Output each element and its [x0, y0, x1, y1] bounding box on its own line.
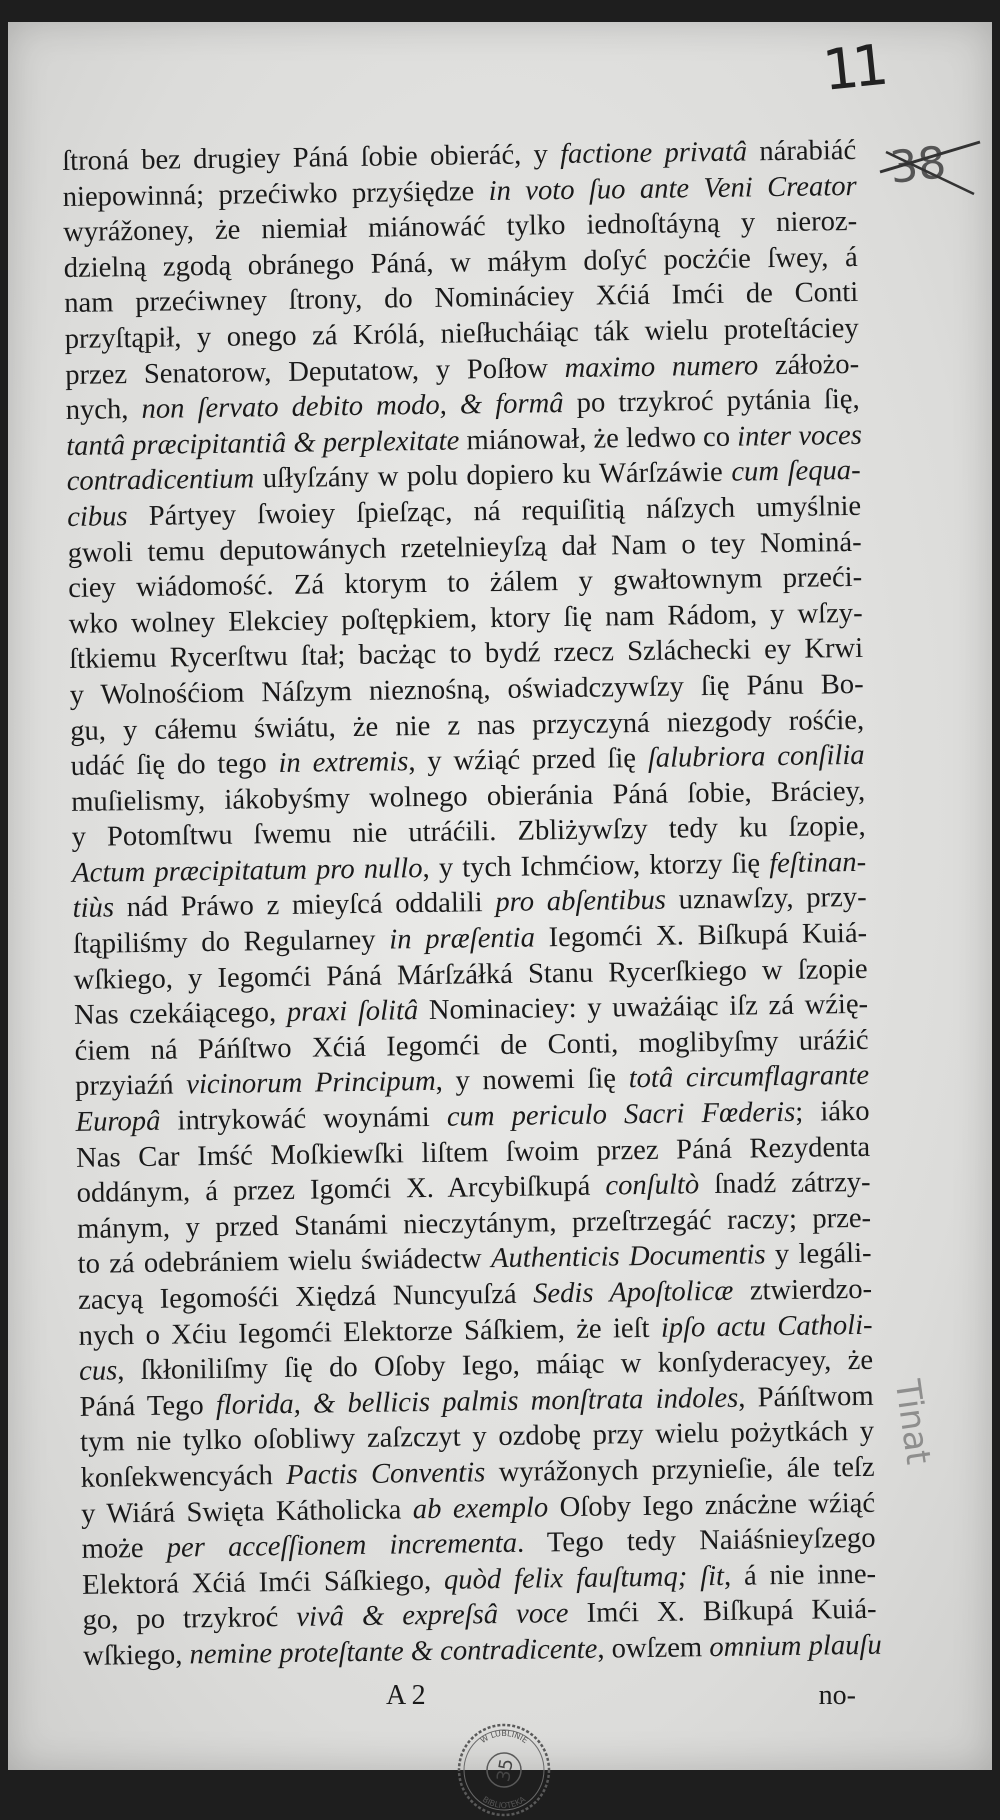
body-text: [62, 133, 882, 1674]
italic-run: vivâ & expreſsâ voce: [296, 1598, 569, 1634]
text-run: gwoli temu deputowánych rzetelnieyſzą dał Nam o tey Nominá-: [67, 526, 862, 569]
text-run: to zá odebrániem wielu świádectw: [77, 1243, 492, 1281]
text-run: miánował, że ledwo co: [459, 421, 738, 457]
signature-mark: A 2: [386, 1680, 426, 1711]
italic-run: conſultò: [605, 1169, 700, 1202]
text-run: ciey wiádomość. Zá ktorym to żálem y gwałtownym przeći-: [67, 561, 863, 605]
text-run: , y wźiąć przed ſię: [408, 742, 649, 778]
text-run: nárabiáć: [746, 134, 857, 168]
text-run: przyiaźń: [74, 1069, 187, 1103]
italic-run: ſalubriora conſilia: [647, 739, 865, 774]
text-run: , á nie inne-: [723, 1558, 877, 1592]
italic-run: tantâ præcipitantiâ & perplexitate: [66, 425, 460, 462]
text-run: ſtkiemu Rycerſtwu ſtał; bacżąc to bydź rzecz Szláchecki ey Krwi: [68, 633, 864, 676]
text-run: Nas czekáiącego,: [73, 997, 288, 1032]
text-run: ſtroná bez drugiey Páná ſobie obieráć, y: [62, 139, 561, 177]
stamp-bottom-text: BIBLIOTEKA: [480, 1794, 528, 1811]
italic-run: quòd felix fauſtumq; ſit: [443, 1560, 725, 1596]
text-run: , y tych Ichmćiow, ktorzy ſię: [422, 848, 770, 884]
italic-run: maximo numero: [564, 349, 759, 384]
text-run: y Wolnośćiom Náſzym nieznośną, oświadczywſzy ſię Pánu Bo-: [69, 668, 864, 711]
italic-run: cibus: [66, 501, 128, 533]
italic-run: per acceſſionem incrementa: [166, 1527, 518, 1564]
text-run: tym nie tylko oſobliwy zaſzczyt y ozdobę przy wielu pożytkách y: [79, 1416, 875, 1459]
text-run: ztwierdzo-: [733, 1273, 873, 1307]
italic-run: florida, & bellicis palmis monſtrata indoles: [215, 1382, 739, 1421]
italic-run: ab exemplo: [412, 1491, 549, 1525]
text-run: Elektorá Xćiá Imći Sáſkiego,: [81, 1564, 445, 1601]
italic-run: in extremis: [278, 746, 409, 780]
italic-run: factione privatâ: [559, 136, 748, 171]
library-stamp: [454, 1720, 554, 1820]
text-run: może: [81, 1532, 167, 1566]
text-run: y legáli-: [765, 1238, 872, 1271]
stamp-number: 35: [493, 1757, 518, 1784]
text-run: nych o Xćiu Iegomći Elektorze Sáſkiem, że ieſt: [78, 1312, 662, 1352]
text-run: Iegomći X. Biſkupá Kuiá-: [534, 917, 868, 954]
text-run: ; iáko: [795, 1095, 870, 1128]
italic-run: praxi ſolitâ: [286, 995, 419, 1029]
text-run: wſkiego, y Iegomći Páná Márſzáłká Stanu Rycerſkiego w ſzopie: [73, 953, 868, 996]
italic-run: Authenticis Documentis: [490, 1239, 766, 1275]
text-run: go, po trzykroć: [82, 1602, 297, 1637]
text-run: záłożo-: [758, 348, 860, 381]
italic-run: Actum præcipitatum pro nullo: [71, 852, 423, 889]
text-run: nych,: [65, 394, 142, 427]
italic-run: in præſentia: [389, 922, 536, 956]
italic-run: inter voces: [736, 419, 863, 453]
text-run: y Wiárá Swięta Kátholicka: [80, 1493, 414, 1530]
italic-run: feſtinan-: [769, 846, 867, 880]
text-run: ſtąpiliśmy do Regularney: [72, 924, 390, 960]
catchword: no-: [818, 1680, 856, 1711]
italic-run: omnium plauſu: [709, 1629, 882, 1664]
text-run: y Potomſtwu ſwemu nie utráćili. Zbliżywſzy tedy ku ſzopie,: [71, 811, 866, 854]
italic-run: Pactis Conventis: [285, 1457, 486, 1491]
text-run: konſekwencyách: [80, 1459, 287, 1494]
italic-run: ipſo actu Catholi-: [660, 1309, 873, 1344]
italic-run: Europâ: [75, 1105, 161, 1138]
text-run: po trzykroć pytánia ſię,: [563, 384, 860, 420]
svg-text:BIBLIOTEKA: [481, 1795, 528, 1811]
text-run: , owſzem: [597, 1632, 710, 1665]
text-run: gu, y cáłemu świátu, że nie z nas przyczyná niezgody rośćie,: [69, 704, 865, 747]
italic-run: totâ circumflagrante: [628, 1060, 870, 1095]
text-run: , ſkłoniliſmy ſię do Oſoby Iego, máiąc w konſyderacyey, że: [117, 1344, 874, 1387]
text-run: przez Senatorow, Deputatow, y Poſłow: [65, 352, 565, 391]
text-run: nam przećiwney ſtrony, do Nomináciey Xćiá Imći de Conti: [64, 277, 859, 320]
text-run: Oſoby Iego znácżne wźiąć: [547, 1487, 876, 1523]
italic-run: cum periculo Sacri Fœderis: [446, 1096, 796, 1133]
text-run: nád Práwo z mieyſcá oddalili: [113, 887, 496, 924]
italic-run: Sedis Apoſtolicæ: [532, 1275, 734, 1310]
text-run: intrykowáć woynámi: [160, 1101, 448, 1137]
stamp-top-text: W LUBLINIE: [478, 1728, 530, 1746]
text-run: muſielismy, iákobyśmy wolnego obieránia Páná ſobie, Bráciey,: [70, 775, 866, 818]
strike-through-mark: [876, 134, 984, 204]
text-run: udáć ſię do tego: [70, 748, 279, 783]
italic-run: non ſervato debito modo, & formâ: [141, 388, 564, 426]
text-run: ſnadź zátrzy-: [698, 1167, 871, 1201]
document-page: [8, 22, 992, 1811]
margin-pencil-note: Tinat: [886, 1377, 939, 1467]
text-run: oddánym, á przez Igomći X. Arcybiſkupá: [76, 1170, 606, 1210]
text-run: ćiem ná Páńſtwo Xćiá Iegomći de Conti, moglibyſmy uráźić: [74, 1024, 869, 1067]
struck-folio-number: 38: [887, 137, 949, 194]
text-run: wyrážonych przynieſie, ále teſz: [485, 1451, 875, 1489]
italic-run: pro abſentibus: [495, 885, 667, 919]
text-run: mánym, y przed Stanámi nieczytánym, przeſtrzegáć raczy; prze-: [76, 1202, 872, 1245]
text-run: wſkiego,: [82, 1639, 190, 1672]
text-run: przyſtąpił, y onego zá Królá, nieſłucháiąc ták wielu proteſtáciey: [64, 312, 859, 355]
text-run: Páná Tego: [79, 1389, 217, 1423]
folio-number: 11: [819, 33, 886, 104]
italic-run: tiùs: [72, 892, 115, 925]
text-run: niepowinná; przećiwko przyśięǳe: [62, 175, 489, 213]
text-run: zacyą Iegomośći Xiędzá Nuncyuſzá: [77, 1278, 534, 1316]
italic-run: cum ſequa-: [731, 455, 861, 489]
italic-run: nemine proteſtante & contradicente: [189, 1633, 598, 1671]
text-run: Nominaciey: y uważáiąc iſz zá wźię-: [418, 989, 869, 1027]
text-run: uznawſzy, przy-: [665, 882, 867, 917]
italic-run: cus: [78, 1355, 118, 1388]
italic-run: vicinorum Principum: [186, 1066, 436, 1101]
text-run: wyrážoney, że niemiał miánowáć tylko iednoſtáyną y nieroz-: [63, 206, 858, 249]
italic-run: in voto ſuo ante Veni Creator: [488, 170, 857, 207]
text-run: wko wolney Elekciey poſtępkiem, ktory ſię nam Rádom, y wſzy-: [68, 597, 863, 640]
svg-text:W LUBLINIE: [479, 1729, 530, 1745]
text-run: , y nowemi ſię: [435, 1063, 629, 1098]
text-run: . Tego tedy Naiáśnieyſzego: [516, 1522, 876, 1559]
text-run: , Páńſtwom: [738, 1380, 874, 1414]
text-run: ǳielną zgodą obránego Páná, w máłym doſyć pocżćie ſwey, á: [63, 241, 858, 284]
text-run: uſłyſzány w polu dopiero ku Wárſzáwie: [253, 457, 732, 495]
italic-run: contradicentium: [66, 463, 255, 498]
text-run: Nas Car Imść Moſkiewſki liſtem ſwoim przez Páná Rezydenta: [75, 1131, 871, 1174]
text-run: Pártyey ſwoiey ſpieſząc, ná requiſitią náſzych umyślnie: [127, 490, 862, 533]
text-run: Imći X. Biſkupá Kuiá-: [568, 1594, 877, 1630]
